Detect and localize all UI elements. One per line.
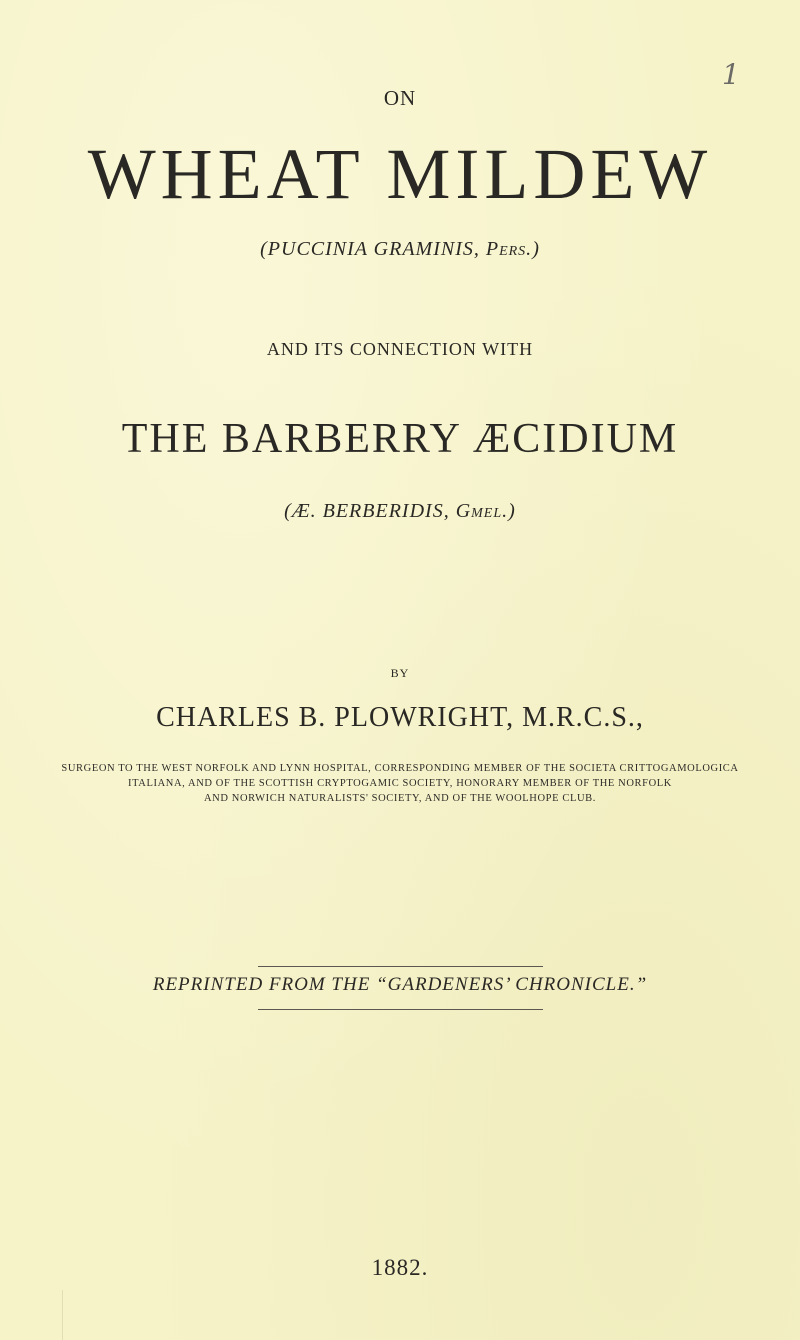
species-subtitle-2 [0,500,800,523]
connection-line: AND ITS CONNECTION WITH [266,339,534,359]
species1-open-paren: ( [260,238,268,260]
publication-year: 1882. [371,1255,429,1280]
species2-name: Æ. BERBERIDIS [291,500,444,522]
credentials-line: SURGEON TO THE WEST NORFOLK AND LYNN HOSPITAL, CORRESPONDING MEMBER OF THE SOCIETA CRITTOGAMOLOGICA [61,763,739,774]
species2-open-paren: ( [284,500,292,522]
credentials-line: ITALIANA, AND OF THE SCOTTISH CRYPTOGAMIC SOCIETY, HONORARY MEMBER OF THE NORFOLK [128,778,672,789]
author-credentials [0,761,800,806]
pencil-page-number: 1 [722,58,740,91]
species1-close-paren: ) [532,238,540,260]
reprint-notice: REPRINTED FROM THE “GARDENERS’ CHRONICLE.” [152,974,648,995]
author-name: CHARLES B. PLOWRIGHT, M.R.C.S., [156,702,644,733]
species1-name: PUCCINIA GRAMINIS [267,238,474,260]
top-rule [258,966,543,967]
paper-crease [62,1290,63,1340]
species1-comma: , [473,238,480,260]
credentials-line: AND NORWICH NATURALISTS' SOCIETY, AND OF THE WOOLHOPE CLUB. [204,793,596,804]
on-label: ON [383,86,417,110]
species2-comma: , [443,500,450,522]
secondary-title: THE BARBERRY ÆCIDIUM [121,416,679,462]
by-label: BY [390,666,410,680]
species2-author: Gmel. [455,500,509,522]
main-title: WHEAT MILDEW [87,134,713,214]
bottom-rule [258,1009,543,1010]
species-subtitle-1 [0,238,800,261]
species2-close-paren: ) [508,500,516,522]
species1-author: Pers. [485,238,533,260]
